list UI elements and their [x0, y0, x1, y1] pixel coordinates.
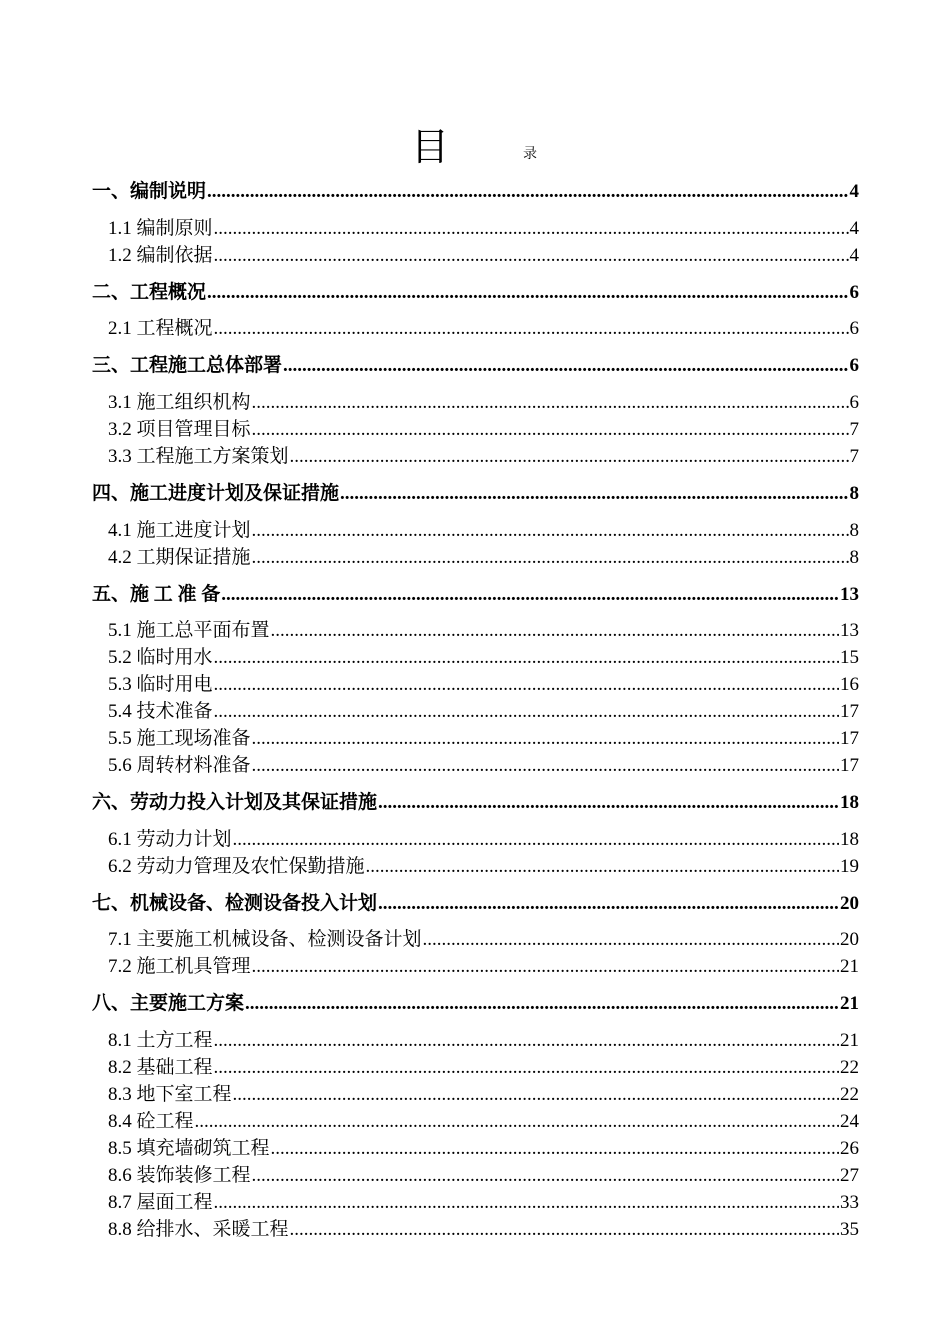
toc-leader-dots: [214, 1030, 839, 1052]
toc-entry-page: 6: [849, 282, 859, 303]
toc-entry-page: 16: [840, 674, 859, 695]
toc-entry-5-6[interactable]: [108, 750, 859, 777]
toc-entry-8-5[interactable]: [108, 1133, 859, 1160]
toc-entry-4-1[interactable]: [108, 515, 859, 542]
toc-entry-page: 24: [840, 1111, 859, 1132]
toc-entry-7-2[interactable]: [108, 951, 859, 978]
toc-entry-label: 8.7 屋面工程: [108, 1192, 213, 1213]
toc-entry-2[interactable]: [92, 277, 859, 304]
toc-leader-dots: [214, 1192, 839, 1214]
toc-entry-label: 5.1 施工总平面布置: [108, 620, 270, 641]
toc-entry-8-2[interactable]: [108, 1052, 859, 1079]
toc-entry-label: 3.3 工程施工方案策划: [108, 446, 289, 467]
toc-entry-6-1[interactable]: [108, 824, 859, 851]
toc-title-main: 目: [411, 127, 450, 169]
toc-entry-page: 8: [849, 520, 859, 541]
toc-leader-dots: [378, 893, 839, 915]
toc-entry-label: 8.8 给排水、采暖工程: [108, 1219, 289, 1240]
toc-entry-page: 6: [849, 355, 859, 376]
toc-title-sub: 录: [523, 147, 537, 162]
toc-entry-5-4[interactable]: [108, 696, 859, 723]
toc-entry-page: 26: [840, 1138, 859, 1159]
toc-leader-dots: [233, 829, 839, 851]
toc-entry-label: 一、编制说明: [92, 181, 207, 202]
toc-entry-label: 二、工程概况: [92, 282, 207, 303]
toc-entry-label: 五、施 工 准 备: [92, 584, 221, 605]
toc-leader-dots: [195, 1111, 839, 1133]
toc-leader-dots: [221, 584, 839, 606]
toc-leader-dots: [252, 956, 839, 978]
toc-entry-page: 6: [849, 318, 859, 339]
toc-entry-3[interactable]: [92, 350, 859, 377]
toc-entry-1-2[interactable]: [108, 240, 859, 267]
toc-leader-dots: [214, 647, 839, 669]
toc-entry-label: 8.2 基础工程: [108, 1057, 213, 1078]
toc-entry-8-6[interactable]: [108, 1160, 859, 1187]
toc-entry-page: 8: [849, 483, 859, 504]
toc-entry-label: 2.1 工程概况: [108, 318, 213, 339]
toc-entry-page: 21: [840, 1030, 859, 1051]
toc-entry-8-1[interactable]: [108, 1025, 859, 1052]
toc-entry-label: 4.1 施工进度计划: [108, 520, 251, 541]
toc-leader-dots: [340, 483, 848, 505]
toc-entry-6-2[interactable]: [108, 851, 859, 878]
toc-leader-dots: [214, 674, 839, 696]
toc-entry-page: 21: [840, 956, 859, 977]
toc-entry-page: 19: [840, 856, 859, 877]
toc-entry-3-1[interactable]: [108, 387, 859, 414]
toc-entry-page: 6: [849, 392, 859, 413]
toc-entry-page: 13: [840, 584, 859, 605]
toc-entry-5-3[interactable]: [108, 669, 859, 696]
toc-entry-label: 5.4 技术准备: [108, 701, 213, 722]
toc-leader-dots: [290, 1219, 839, 1241]
toc-entry-page: 27: [840, 1165, 859, 1186]
toc-entry-page: 22: [840, 1057, 859, 1078]
toc-entry-page: 17: [840, 755, 859, 776]
toc-leader-dots: [207, 181, 848, 203]
toc-leader-dots: [252, 728, 839, 750]
toc-entry-page: 20: [840, 929, 859, 950]
toc-leader-dots: [252, 1165, 839, 1187]
toc-entry-1[interactable]: [92, 176, 859, 203]
toc-entry-4-2[interactable]: [108, 542, 859, 569]
toc-entry-label: 5.2 临时用水: [108, 647, 213, 668]
toc-leader-dots: [214, 701, 839, 723]
toc-leader-dots: [214, 1057, 839, 1079]
toc-entry-label: 四、施工进度计划及保证措施: [92, 483, 340, 504]
toc-entry-page: 15: [840, 647, 859, 668]
toc-entry-8-3[interactable]: [108, 1079, 859, 1106]
toc-entry-8[interactable]: [92, 988, 859, 1015]
toc-entry-label: 8.3 地下室工程: [108, 1084, 232, 1105]
toc-leader-dots: [283, 355, 848, 377]
toc-entry-3-3[interactable]: [108, 441, 859, 468]
toc-entry-label: 1.2 编制依据: [108, 245, 213, 266]
toc-leader-dots: [252, 392, 849, 414]
toc-entry-5-5[interactable]: [108, 723, 859, 750]
toc-entry-label: 5.3 临时用电: [108, 674, 213, 695]
toc-title: [0, 122, 950, 172]
toc-entry-5-1[interactable]: [108, 615, 859, 642]
toc-entry-7[interactable]: [92, 888, 859, 915]
toc-leader-dots: [245, 993, 839, 1015]
toc-entry-label: 8.1 土方工程: [108, 1030, 213, 1051]
toc-entry-label: 5.6 周转材料准备: [108, 755, 251, 776]
toc-entry-page: 22: [840, 1084, 859, 1105]
toc-entry-8-8[interactable]: [108, 1214, 859, 1241]
toc-leader-dots: [214, 318, 849, 340]
toc-entry-label: 8.5 填充墙砌筑工程: [108, 1138, 270, 1159]
toc-entry-label: 三、工程施工总体部署: [92, 355, 283, 376]
toc-entry-4[interactable]: [92, 478, 859, 505]
toc-entry-page: 21: [840, 993, 859, 1014]
toc-leader-dots: [214, 218, 849, 240]
toc-entry-label: 4.2 工期保证措施: [108, 547, 251, 568]
toc-entry-label: 3.2 项目管理目标: [108, 419, 251, 440]
toc-entry-5[interactable]: [92, 579, 859, 606]
toc-entry-label: 六、劳动力投入计划及其保证措施: [92, 792, 378, 813]
toc-entry-label: 7.1 主要施工机械设备、检测设备计划: [108, 929, 422, 950]
toc-leader-dots: [271, 1138, 839, 1160]
toc-entry-label: 八、主要施工方案: [92, 993, 245, 1014]
toc-leader-dots: [290, 446, 849, 468]
toc-entry-6[interactable]: [92, 787, 859, 814]
toc-entry-page: 7: [849, 419, 859, 440]
toc-entry-label: 7.2 施工机具管理: [108, 956, 251, 977]
toc-entry-2-1[interactable]: [108, 313, 859, 340]
toc-leader-dots: [233, 1084, 839, 1106]
toc-entry-page: 18: [840, 829, 859, 850]
toc-entry-page: 35: [840, 1219, 859, 1240]
toc-entry-label: 8.4 砼工程: [108, 1111, 194, 1132]
toc-entry-page: 18: [840, 792, 859, 813]
toc-entry-1-1[interactable]: [108, 213, 859, 240]
toc-entry-page: 4: [849, 218, 859, 239]
toc-entry-5-2[interactable]: [108, 642, 859, 669]
toc-entry-label: 8.6 装饰装修工程: [108, 1165, 251, 1186]
toc-entry-label: 1.1 编制原则: [108, 218, 213, 239]
toc-entry-page: 17: [840, 701, 859, 722]
toc-entry-label: 6.1 劳动力计划: [108, 829, 232, 850]
toc-leader-dots: [252, 419, 849, 441]
toc-leader-dots: [252, 547, 849, 569]
toc-entry-label: 6.2 劳动力管理及农忙保勤措施: [108, 856, 365, 877]
toc-entry-3-2[interactable]: [108, 414, 859, 441]
toc-leader-dots: [252, 520, 849, 542]
toc-entry-page: 7: [849, 446, 859, 467]
toc-leader-dots: [252, 755, 839, 777]
toc-leader-dots: [271, 620, 839, 642]
toc-entry-label: 七、机械设备、检测设备投入计划: [92, 893, 378, 914]
toc-entry-8-4[interactable]: [108, 1106, 859, 1133]
toc-entry-page: 8: [849, 547, 859, 568]
toc-leader-dots: [214, 245, 849, 267]
toc-leader-dots: [207, 282, 848, 304]
toc-entry-page: 33: [840, 1192, 859, 1213]
toc-entry-7-1[interactable]: [108, 924, 859, 951]
toc-entry-page: 4: [849, 181, 859, 202]
toc-entry-label: 3.1 施工组织机构: [108, 392, 251, 413]
toc-entry-page: 20: [840, 893, 859, 914]
toc-entry-8-7[interactable]: [108, 1187, 859, 1214]
toc-entry-page: 17: [840, 728, 859, 749]
toc-leader-dots: [423, 929, 839, 951]
toc-leader-dots: [378, 792, 839, 814]
toc-entry-page: 13: [840, 620, 859, 641]
toc-entry-label: 5.5 施工现场准备: [108, 728, 251, 749]
toc-entry-page: 4: [849, 245, 859, 266]
toc-leader-dots: [366, 856, 839, 878]
